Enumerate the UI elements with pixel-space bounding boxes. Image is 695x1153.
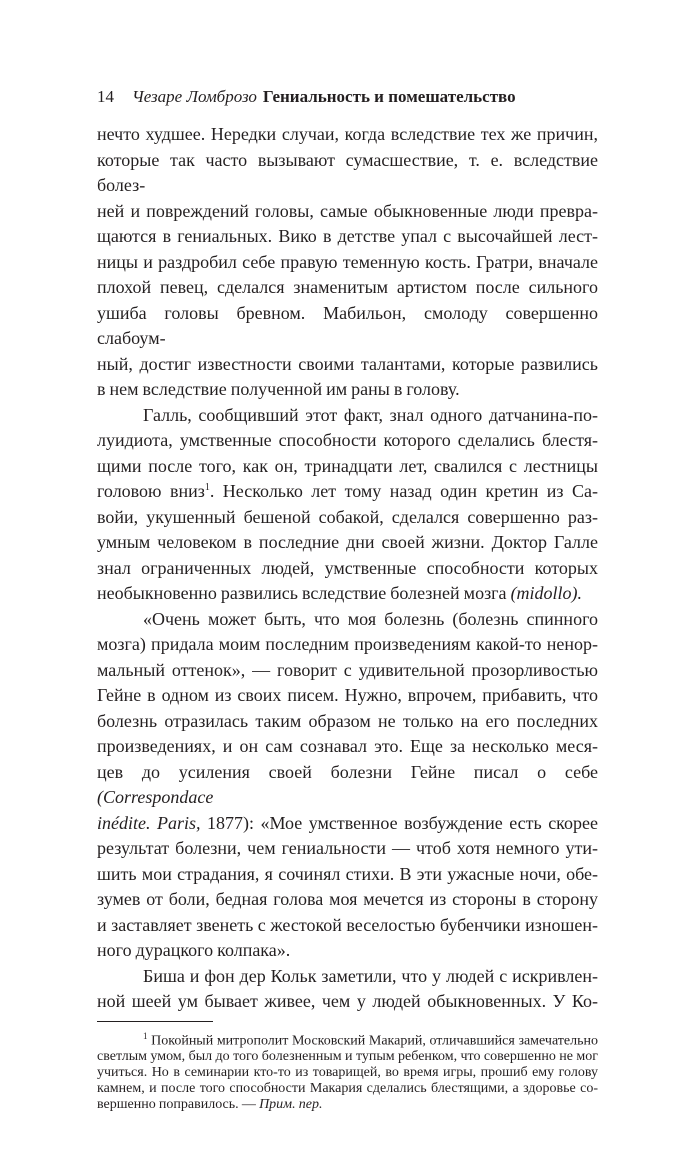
text-line: ный, достиг известности своими талантами, которые развились	[97, 353, 598, 374]
italic-text: inédite. Paris,	[97, 812, 201, 833]
text-line: учиться. Но в семинарии кто-то из товарищей, во время игры, прошиб ему голову	[97, 1065, 598, 1081]
text-line: войи, укушенный бешеной собакой, сделался совершенно раз-	[97, 506, 598, 527]
italic-text: (Correspondace	[97, 787, 214, 807]
footnote-marker: 1	[204, 482, 210, 493]
text-line: знал ограниченных людей, умственные способности которых	[97, 557, 598, 578]
text-line: щими после того, как он, тринадцати лет, свалился с лестницы	[97, 455, 598, 476]
text-line: ней и повреждений головы, самые обыкновенные люди превра-	[97, 200, 598, 221]
text-line: ушиба головы бревном. Мабильон, смолоду совершенно слабоум-	[97, 302, 598, 348]
paragraph	[97, 964, 598, 1015]
text-line: результат болезни, чем гениальности — чтоб хотя немного ути-	[97, 838, 598, 858]
text-line: мозга) придала моим последним произведениям какой-то ненор-	[97, 634, 598, 654]
text-line	[97, 811, 598, 837]
paragraph	[97, 122, 598, 403]
text-line: нечто худшее. Нередки случаи, когда вследствие тех же причин,	[97, 124, 598, 144]
footnotes	[97, 1032, 598, 1114]
text-span: 1877): «Мое умственное возбуждение есть скорее	[200, 812, 598, 833]
footnote-marker: 1	[143, 1030, 148, 1041]
text-line: болезнь отразилась таким образом не только на его последних	[97, 710, 598, 731]
text-span: вершенно поправилось. —	[97, 1097, 260, 1113]
text-line	[97, 581, 598, 607]
text-line: ницы и раздробил себе правую теменную кость. Гратри, вначале	[97, 251, 598, 272]
text-line	[97, 1032, 598, 1050]
text-line: щаются в гениальных. Вико в детстве упал с высочайшей лест-	[97, 226, 598, 246]
text-line: луидиота, умственные способности которого сделались блестя-	[97, 430, 598, 450]
text-line: камнем, и после того способности Макария сделались блестящими, а здоровье со-	[97, 1081, 598, 1097]
text-line: мальный оттенок», — говорит с удивительной прозорливостью	[97, 659, 598, 680]
text-line: и заставляет звенеть с жестокой веселостью бубенчики изношен-	[97, 914, 598, 935]
paragraph	[97, 607, 598, 964]
text-line	[97, 479, 598, 505]
italic-text: (midollo).	[510, 583, 583, 603]
paragraph	[97, 403, 598, 607]
text-line: ного дурацкого колпака».	[97, 940, 291, 960]
text-span: необыкновенно развились вследствие болезней мозга	[97, 583, 511, 603]
text-line: Гейне в одном из своих писем. Нужно, впрочем, прибавить, что	[97, 685, 598, 705]
text-line: ной шеей ум бывает живее, чем у людей обыкновенных. У Ко-	[97, 991, 598, 1011]
text-span: . Несколько лет тому назад один кретин из Са-	[209, 481, 598, 501]
running-header	[97, 86, 598, 108]
text-line: в нем вследствие полученной им раны в голову.	[97, 379, 460, 399]
page-number: 14	[97, 87, 114, 106]
footnote	[97, 1032, 598, 1114]
footnote-divider	[97, 1021, 213, 1022]
text-line: светлым умом, был до того болезненным и тупым ребенком, что совершенно не мог	[97, 1049, 598, 1065]
italic-text: Прим. пер.	[259, 1097, 323, 1113]
text-line	[97, 1097, 598, 1113]
text-line: которые так часто вызывают сумасшествие, т. е. вследствие болез-	[97, 149, 598, 195]
header-book-title: Гениальность и помешательство	[262, 87, 516, 106]
text-line: «Очень может быть, что моя болезнь (болезнь спинного	[143, 608, 598, 629]
text-line: плохой певец, сделался знаменитым артистом после сильного	[97, 277, 598, 297]
text-line: Биша и фон дер Кольк заметили, что у людей с искривлен-	[143, 965, 598, 986]
body-text	[97, 122, 598, 1015]
header-author: Чезаре Ломброзо	[132, 87, 257, 106]
text-line: Галль, сообщивший этот факт, знал одного датчанина-по-	[143, 404, 598, 425]
text-line	[97, 760, 598, 811]
text-span: головою вниз	[97, 481, 205, 501]
text-span: Покойный митрополит Московский Макарий, отличавшийся замечательно	[147, 1033, 598, 1049]
text-line: шить мои страдания, я сочинял стихи. В эти ужасные ночи, обе-	[97, 863, 598, 884]
text-line: произведениях, и он сам сознавал это. Еще за несколько меся-	[97, 736, 598, 756]
text-span: цев до усиления своей болезни Гейне писал о себе	[97, 761, 598, 782]
text-line: зумев от боли, бедная голова моя мечется из стороны в сторону	[97, 889, 598, 909]
text-line: умным человеком в последние дни своей жизни. Доктор Галле	[97, 532, 598, 552]
